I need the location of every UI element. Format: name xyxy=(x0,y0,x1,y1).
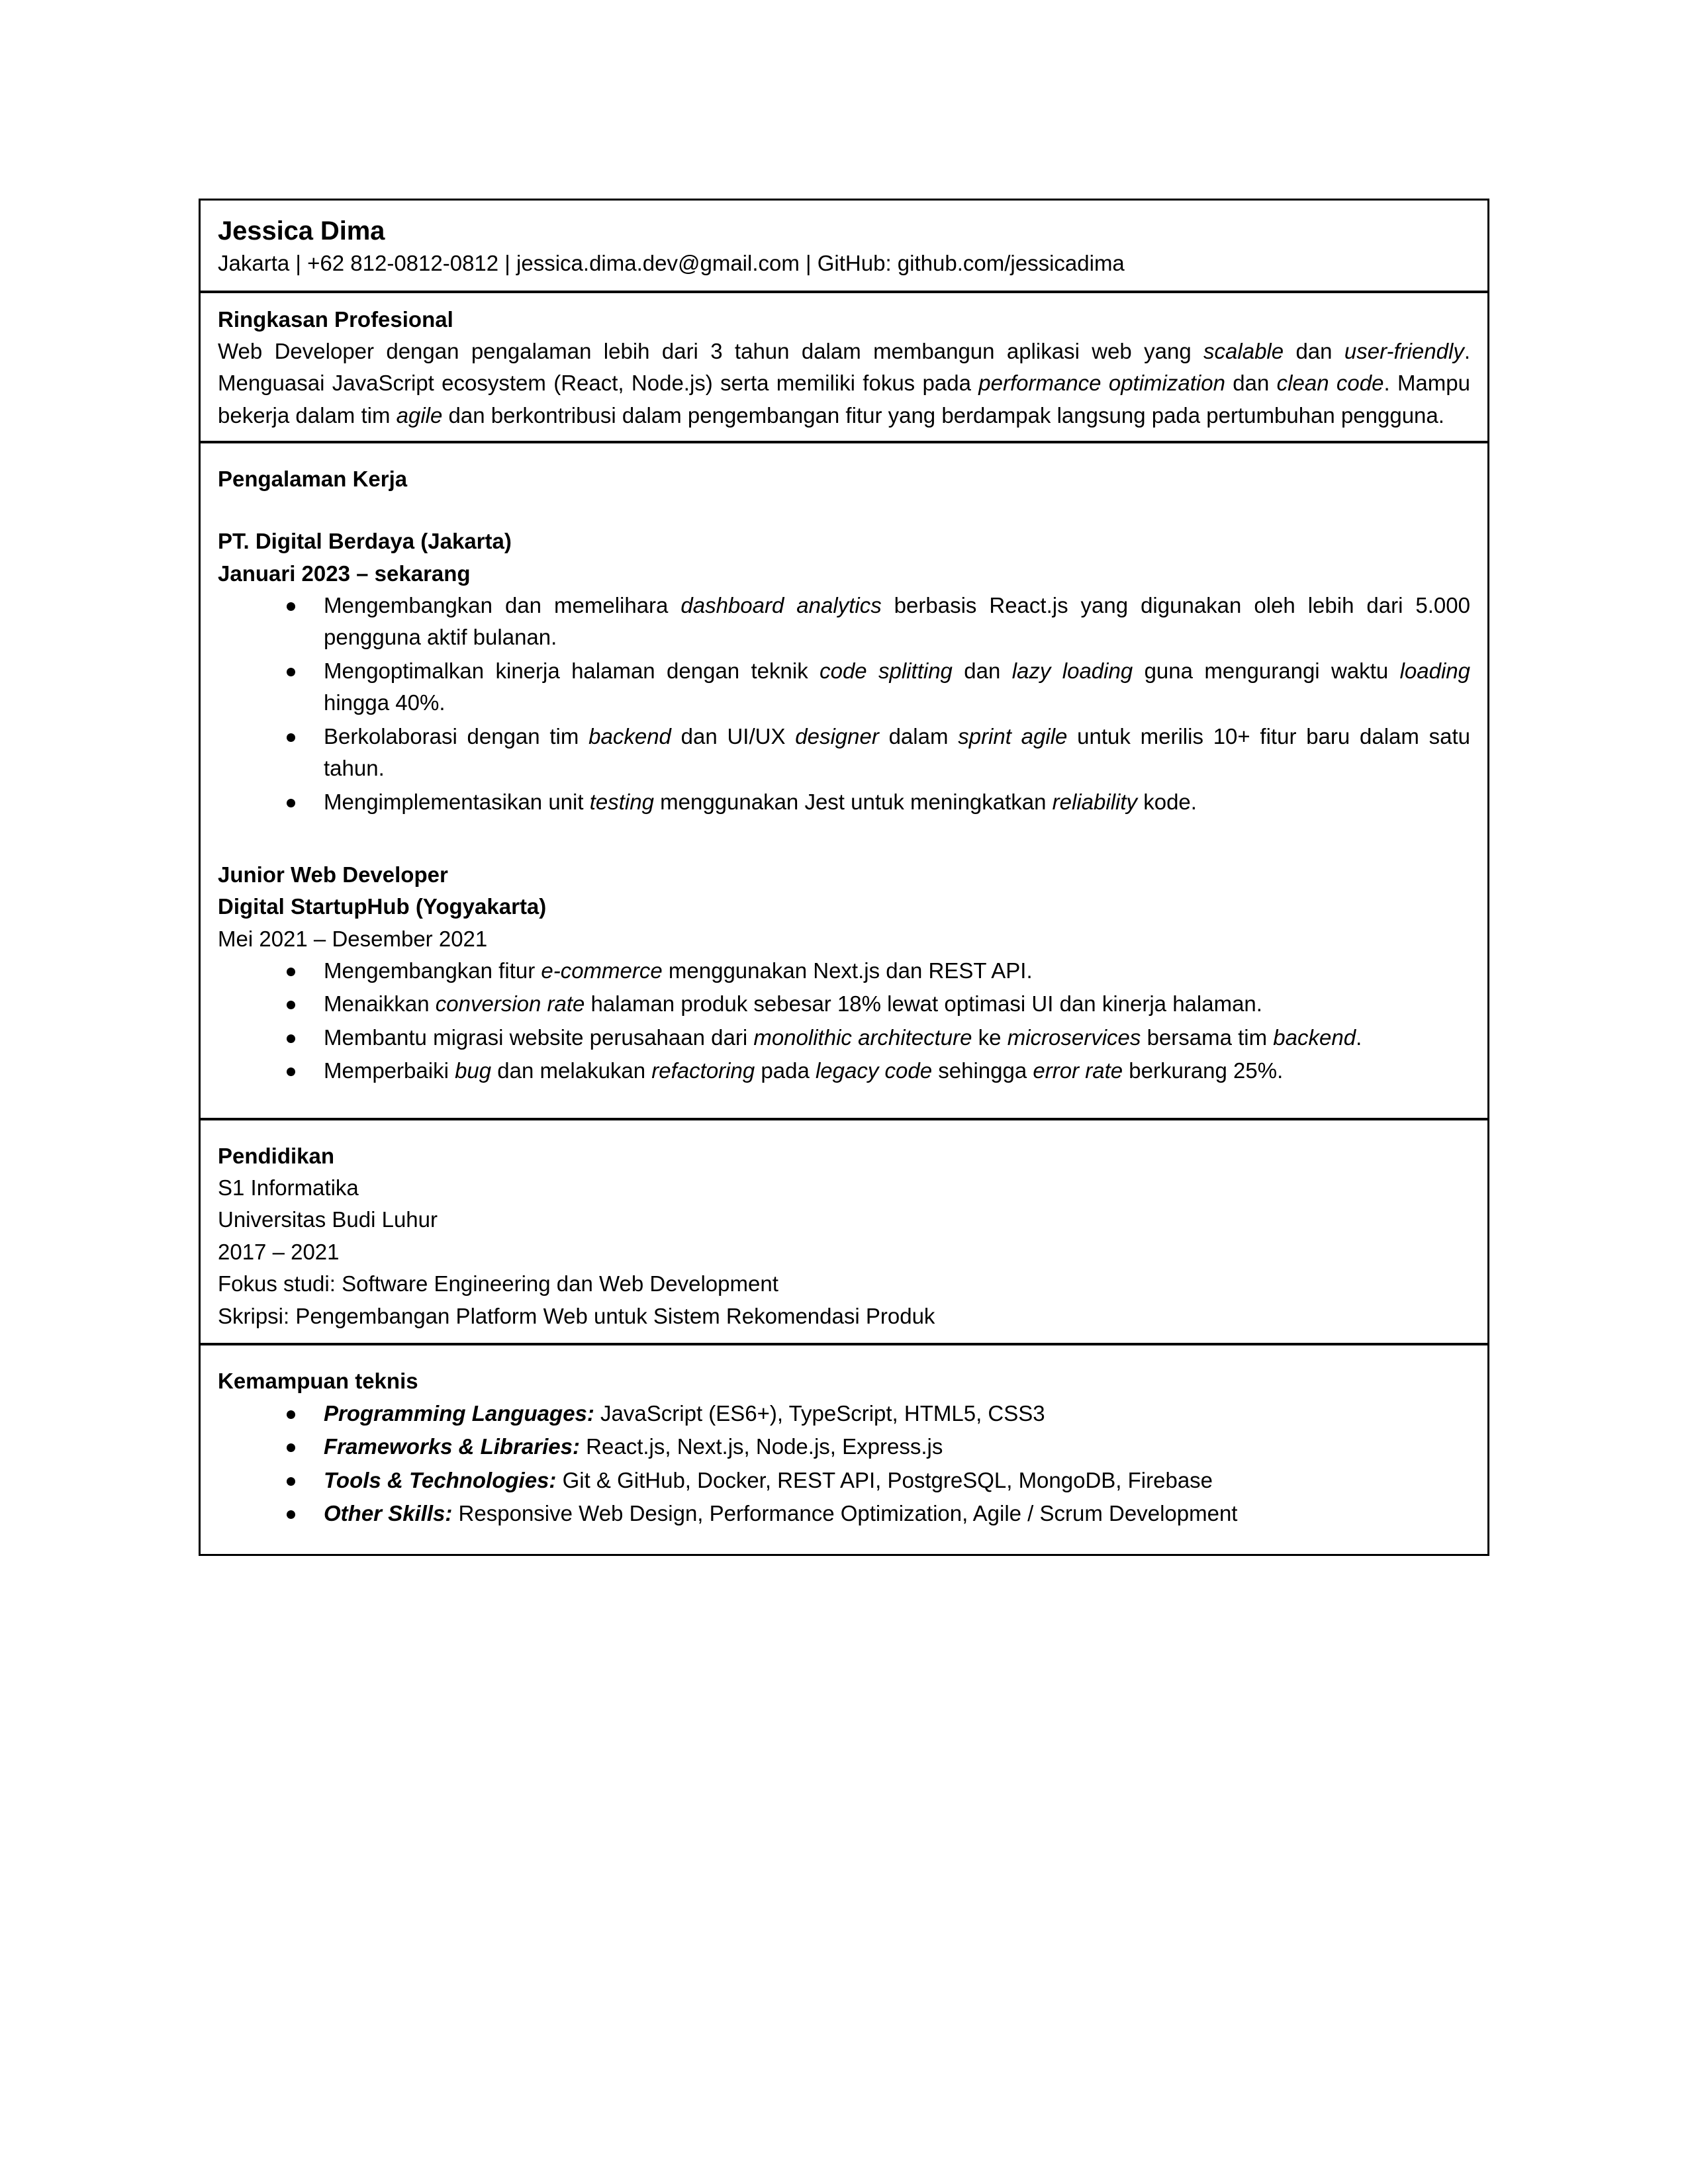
job-bullet-list xyxy=(218,955,1470,1087)
skills-title: Kemampuan teknis xyxy=(218,1369,418,1394)
education-lines xyxy=(218,1172,1470,1333)
emphasis-term: microservices xyxy=(1007,1024,1141,1050)
skill-value: React.js, Next.js, Node.js, Express.js xyxy=(579,1434,943,1459)
summary-title: Ringkasan Profesional xyxy=(218,306,453,332)
skill-item xyxy=(218,1465,1470,1497)
job-bullet: Membantu migrasi website perusahaan dari monolithic architecture ke microservices bersama tim backend. xyxy=(218,1022,1470,1054)
skill-value: Git & GitHub, Docker, REST API, PostgreSQL, MongoDB, Firebase xyxy=(556,1467,1213,1492)
resume-table xyxy=(199,199,1489,1556)
job-bullet-list xyxy=(218,590,1470,819)
emphasis-term: sprint agile xyxy=(958,723,1068,749)
job-bullet: Mengembangkan fitur e-commerce menggunakan Next.js dan REST API. xyxy=(218,955,1470,987)
spacer xyxy=(218,495,1470,525)
job-organization: PT. Digital Berdaya (Jakarta) xyxy=(218,529,512,554)
emphasis-term: dashboard analytics xyxy=(680,592,882,617)
emphasis-term: monolithic architecture xyxy=(753,1024,972,1050)
job-bullet: Mengimplementasikan unit testing menggunakan Jest untuk meningkatkan reliability kode. xyxy=(218,786,1470,819)
job-entry xyxy=(218,859,1470,1087)
emphasis-term: clean code xyxy=(1276,371,1384,396)
emphasis-term: testing xyxy=(589,789,654,814)
emphasis-term: e-commerce xyxy=(541,958,663,983)
emphasis-term: scalable xyxy=(1203,338,1284,363)
education-line: Fokus studi: Software Engineering dan Web Development xyxy=(218,1271,778,1297)
skill-item xyxy=(218,1498,1470,1530)
summary-section xyxy=(201,293,1487,444)
education-section xyxy=(201,1120,1487,1346)
skills-list xyxy=(218,1398,1470,1530)
education-line: 2017 – 2021 xyxy=(218,1239,340,1264)
job-bullet: Menaikkan conversion rate halaman produk sebesar 18% lewat optimasi UI dan kinerja halaman. xyxy=(218,988,1470,1021)
education-line: S1 Informatika xyxy=(218,1175,359,1200)
emphasis-term: conversion rate xyxy=(435,991,585,1017)
emphasis-term: backend xyxy=(1273,1024,1356,1050)
job-bullet: Memperbaiki bug dan melakukan refactoring pada legacy code sehingga error rate berkurang 25%. xyxy=(218,1055,1470,1087)
emphasis-term: backend xyxy=(588,723,671,749)
skill-item xyxy=(218,1431,1470,1463)
experience-title: Pengalaman Kerja xyxy=(218,467,408,492)
skill-item xyxy=(218,1398,1470,1430)
candidate-name: Jessica Dima xyxy=(218,216,385,246)
emphasis-term: legacy code xyxy=(815,1058,933,1083)
emphasis-term: loading xyxy=(1399,658,1471,683)
skill-value: JavaScript (ES6+), TypeScript, HTML5, CSS3 xyxy=(594,1400,1045,1426)
summary-paragraph: Web Developer dengan pengalaman lebih dari 3 tahun dalam membangun aplikasi web yang scalable dan user-friendly. Menguasai JavaScript ecosystem (React, Node.js) serta memiliki fokus pada performance optimization dan clean code. Mampu bekerja dalam tim agile dan berkontribusi dalam pengembangan fitur yang berdampak langsung pada pertumbuhan pengguna. xyxy=(218,338,1470,428)
emphasis-term: error rate xyxy=(1033,1058,1123,1083)
skill-label: Frameworks & Libraries: xyxy=(324,1434,580,1459)
job-entry xyxy=(218,525,1470,818)
education-title: Pendidikan xyxy=(218,1143,335,1168)
emphasis-term: bug xyxy=(455,1058,492,1083)
emphasis-term: lazy loading xyxy=(1011,658,1133,683)
emphasis-term: code splitting xyxy=(820,658,953,683)
job-dates: Mei 2021 – Desember 2021 xyxy=(218,926,488,951)
skill-label: Other Skills: xyxy=(324,1501,453,1526)
experience-section xyxy=(201,443,1487,1120)
experience-jobs xyxy=(218,525,1470,1087)
emphasis-term: user-friendly xyxy=(1344,338,1464,363)
emphasis-term: designer xyxy=(795,723,879,749)
emphasis-term: reliability xyxy=(1052,789,1138,814)
emphasis-term: refactoring xyxy=(651,1058,755,1083)
emphasis-term: performance optimization xyxy=(978,371,1225,396)
emphasis-term: agile xyxy=(396,402,443,428)
skills-section xyxy=(201,1345,1487,1553)
education-line: Universitas Budi Luhur xyxy=(218,1207,438,1232)
job-position: Junior Web Developer xyxy=(218,862,448,887)
education-line: Skripsi: Pengembangan Platform Web untuk Sistem Rekomendasi Produk xyxy=(218,1303,935,1328)
skill-label: Programming Languages: xyxy=(324,1400,594,1426)
job-organization: Digital StartupHub (Yogyakarta) xyxy=(218,894,547,919)
header-section xyxy=(201,201,1487,293)
job-bullet: Mengoptimalkan kinerja halaman dengan teknik code splitting dan lazy loading guna mengurangi waktu loading hingga 40%. xyxy=(218,655,1470,719)
job-dates: Januari 2023 – sekarang xyxy=(218,561,471,586)
skill-value: Responsive Web Design, Performance Optimization, Agile / Scrum Development xyxy=(452,1501,1238,1526)
contact-line: Jakarta | +62 812-0812-0812 | jessica.dima.dev@gmail.com | GitHub: github.com/jessicadima xyxy=(218,251,1125,275)
spacer xyxy=(218,819,1470,859)
job-bullet: Mengembangkan dan memelihara dashboard analytics berbasis React.js yang digunakan oleh lebih dari 5.000 pengguna aktif bulanan. xyxy=(218,590,1470,654)
job-bullet: Berkolaborasi dengan tim backend dan UI/UX designer dalam sprint agile untuk merilis 10+ fitur baru dalam satu tahun. xyxy=(218,721,1470,785)
skill-label: Tools & Technologies: xyxy=(324,1467,557,1492)
